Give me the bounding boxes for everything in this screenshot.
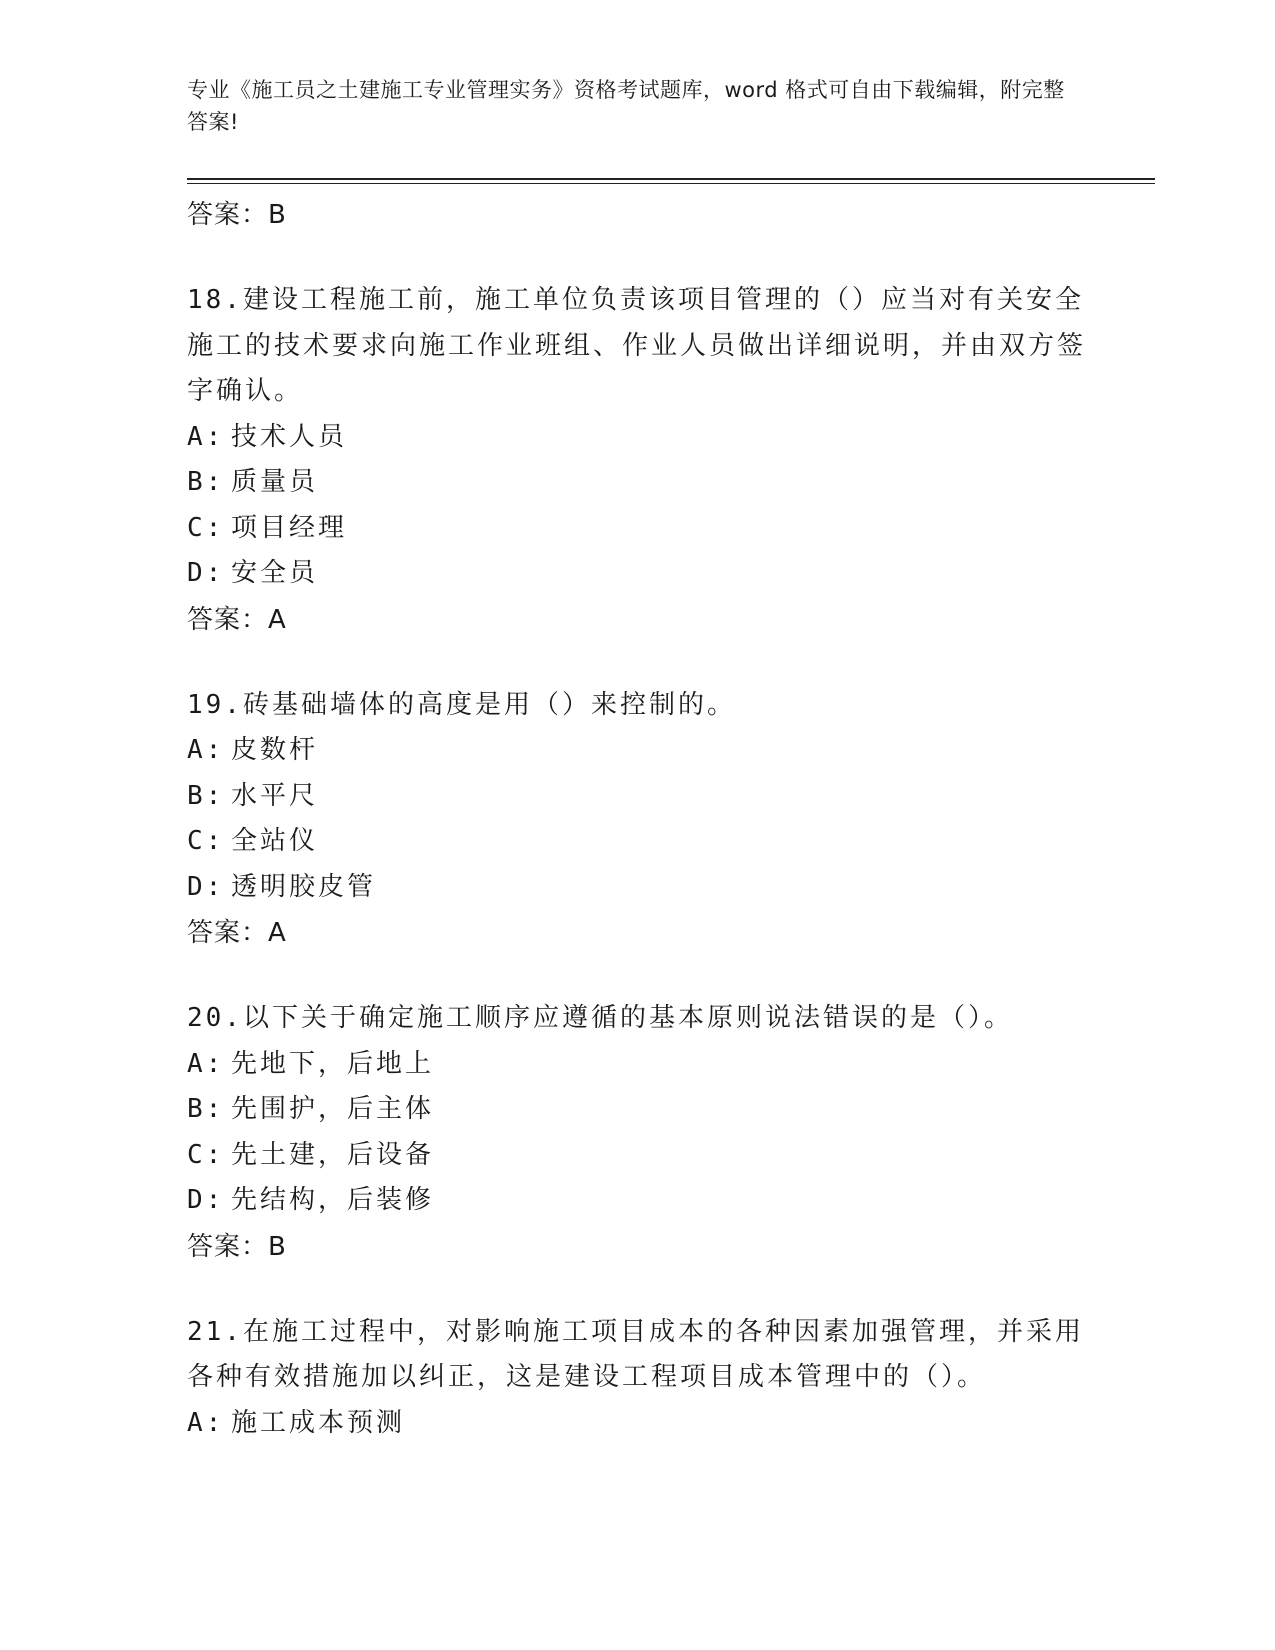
option-text: 安全员 xyxy=(231,558,319,588)
answer-line: 答案：A xyxy=(187,918,287,948)
option-item xyxy=(187,865,1087,911)
option-item xyxy=(187,1401,1087,1447)
question-item xyxy=(187,1310,1087,1447)
option-letter: A: xyxy=(187,735,225,765)
option-text: 全站仪 xyxy=(231,826,319,856)
option-letter: B: xyxy=(187,780,225,811)
option-letter: D: xyxy=(187,558,225,588)
option-item xyxy=(187,506,1087,552)
question-item xyxy=(187,996,1087,1270)
option-letter: D: xyxy=(187,871,225,902)
option-text: 皮数杆 xyxy=(231,735,319,765)
option-text: 透明胶皮管 xyxy=(231,871,377,902)
option-text: 施工成本预测 xyxy=(231,1407,406,1438)
option-letter: C: xyxy=(187,1139,225,1170)
option-text: 先土建，后设备 xyxy=(231,1139,435,1170)
option-item xyxy=(187,728,1087,774)
option-text: 项目经理 xyxy=(231,512,348,543)
option-letter: A: xyxy=(187,421,225,452)
answer-line: 答案：A xyxy=(187,604,287,635)
option-text: 先围护，后主体 xyxy=(231,1094,435,1124)
option-text: 质量员 xyxy=(231,467,319,497)
question-item xyxy=(187,683,1087,957)
option-letter: B: xyxy=(187,1094,225,1124)
option-item xyxy=(187,1042,1087,1088)
header-divider-thin xyxy=(187,183,1155,184)
option-item xyxy=(187,415,1087,461)
question-list xyxy=(187,188,1087,1446)
option-item xyxy=(187,1133,1087,1179)
option-letter: C: xyxy=(187,512,225,543)
option-item xyxy=(187,819,1087,865)
option-letter: C: xyxy=(187,826,225,856)
option-item xyxy=(187,774,1087,820)
option-text: 先结构，后装修 xyxy=(231,1185,435,1215)
question-text: 21.在施工过程中，对影响施工项目成本的各种因素加强管理，并采用各种有效措施加以纠正，这是建设工程项目成本管理中的（）。 xyxy=(187,1316,1084,1392)
question-text: 20.以下关于确定施工顺序应遵循的基本原则说法错误的是（）。 xyxy=(187,1003,1013,1033)
question-item xyxy=(187,278,1087,643)
option-text: 水平尺 xyxy=(231,780,319,811)
option-letter: B: xyxy=(187,467,225,497)
document-header: 专业《施工员之土建施工专业管理实务》资格考试题库，word 格式可自由下载编辑，附完整答案! xyxy=(187,78,1065,134)
option-text: 技术人员 xyxy=(231,421,348,452)
option-item xyxy=(187,551,1087,597)
answer-line: 答案：B xyxy=(187,1231,287,1262)
header-divider-thick xyxy=(187,178,1155,180)
answer-line: 答案：B xyxy=(187,200,287,230)
option-item xyxy=(187,1178,1087,1224)
option-letter: D: xyxy=(187,1185,225,1215)
option-item xyxy=(187,1087,1087,1133)
option-item xyxy=(187,460,1087,506)
option-letter: A: xyxy=(187,1048,225,1079)
question-text: 19.砖基础墙体的高度是用（）来控制的。 xyxy=(187,689,736,720)
option-text: 先地下，后地上 xyxy=(231,1048,435,1079)
option-letter: A: xyxy=(187,1407,225,1438)
question-text: 18.建设工程施工前，施工单位负责该项目管理的（）应当对有关安全施工的技术要求向施工作业班组、作业人员做出详细说明，并由双方签字确认。 xyxy=(187,285,1087,406)
